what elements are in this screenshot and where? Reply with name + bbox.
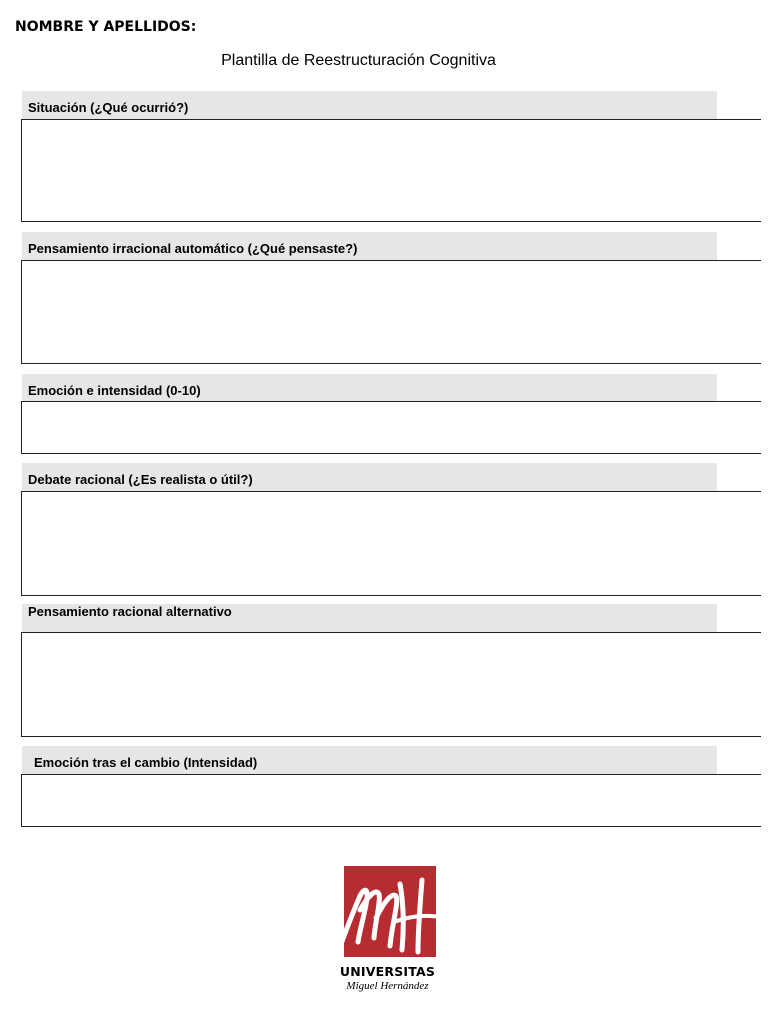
logo-mark: [344, 866, 436, 957]
section-header-pensamiento-irracional: Pensamiento irracional automático (¿Qué pensaste?): [22, 232, 717, 260]
emocion-intensidad-field[interactable]: [21, 401, 761, 454]
pensamiento-racional-field[interactable]: [21, 632, 761, 737]
pensamiento-irracional-field[interactable]: [21, 260, 761, 364]
section-header-debate-racional: Debate racional (¿Es realista o útil?): [22, 463, 717, 491]
name-label: NOMBRE Y APELLIDOS:: [15, 19, 197, 35]
emocion-tras-cambio-field[interactable]: [21, 774, 761, 827]
page-title: Plantilla de Reestructuración Cognitiva: [221, 52, 496, 69]
section-header-pensamiento-racional: Pensamiento racional alternativo: [22, 604, 717, 632]
situacion-field[interactable]: [21, 119, 761, 222]
logo-miguel-hernandez-text: Miguel Hernández: [346, 980, 429, 992]
university-logo: [330, 866, 445, 996]
logo-universitas-text: UNIVERSITAS: [339, 964, 436, 979]
section-header-situacion: Situación (¿Qué ocurrió?): [22, 91, 717, 119]
mh-monogram-icon: [330, 866, 450, 966]
section-header-emocion-intensidad: Emoción e intensidad (0-10): [22, 374, 717, 402]
section-header-emocion-tras-cambio: Emoción tras el cambio (Intensidad): [22, 746, 717, 774]
debate-racional-field[interactable]: [21, 491, 761, 596]
